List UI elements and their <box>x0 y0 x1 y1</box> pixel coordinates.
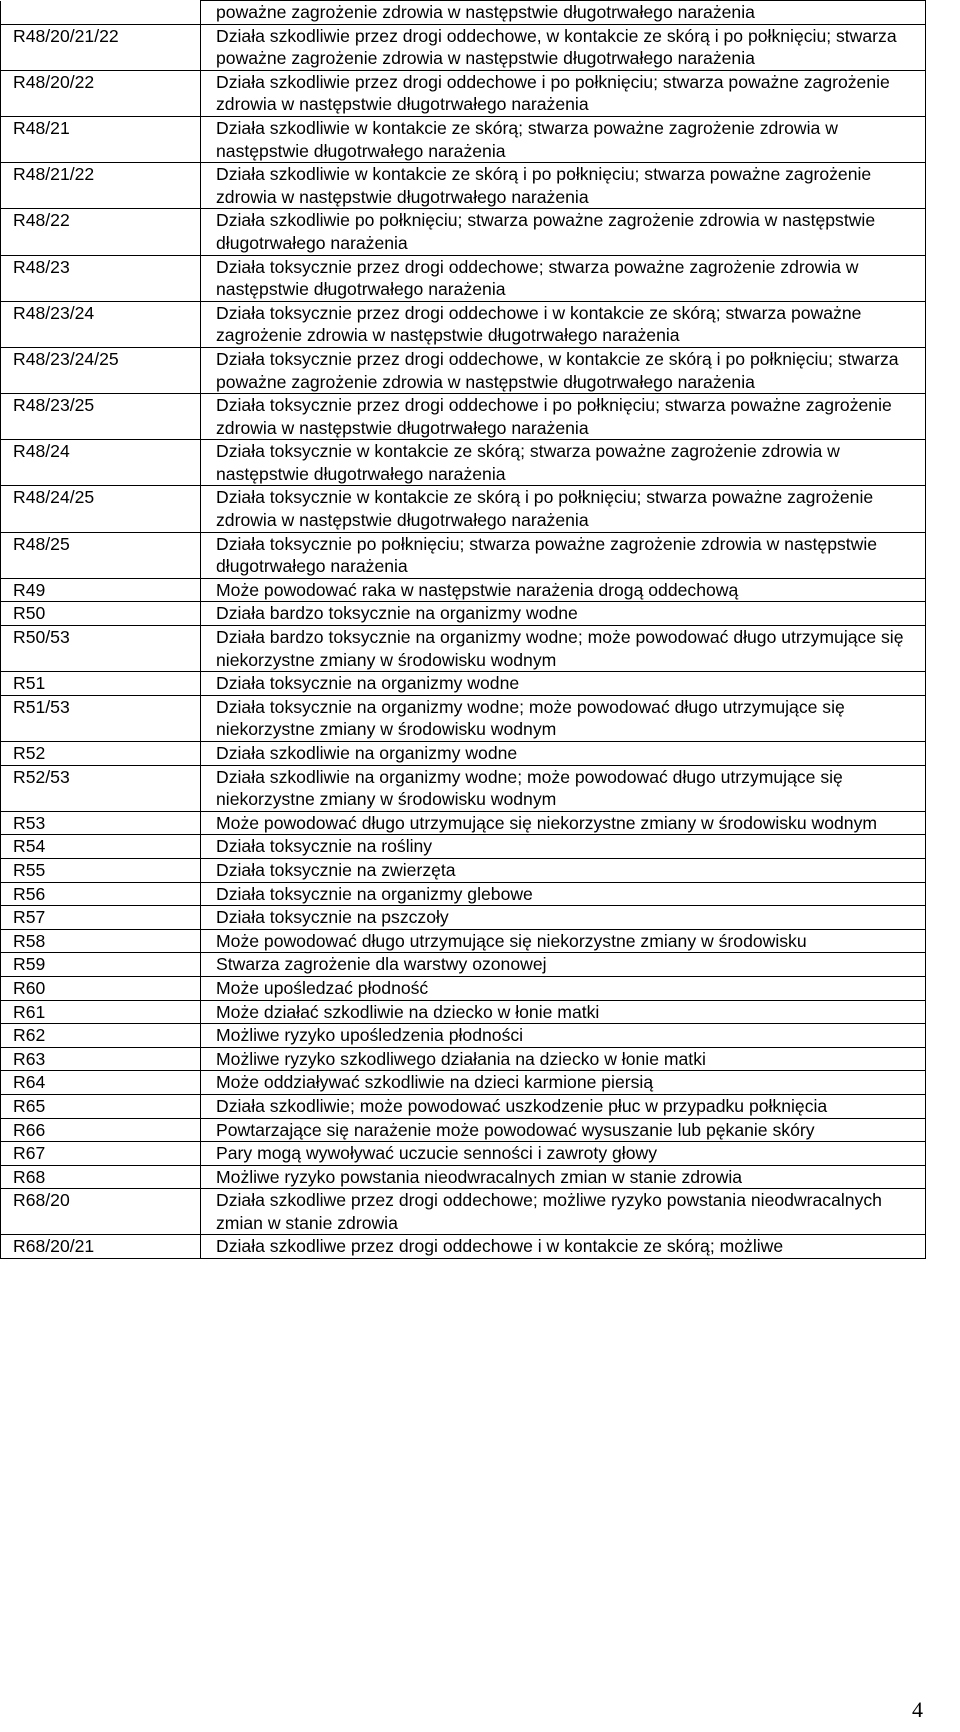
table-row <box>1 1142 926 1166</box>
risk-phrase-description: Działa toksycznie przez drogi oddechowe i w kontakcie ze skórą; stwarza poważne zagrożenie zdrowia w następstwie długotrwałego narażenia <box>201 301 926 347</box>
table-row <box>1 742 926 766</box>
risk-phrase-code: R48/23 <box>1 255 201 301</box>
table-row <box>1 929 926 953</box>
risk-phrase-description: poważne zagrożenie zdrowia w następstwie długotrwałego narażenia <box>201 1 926 25</box>
table-row <box>1 116 926 162</box>
risk-phrase-code: R66 <box>1 1118 201 1142</box>
risk-phrase-code: R54 <box>1 835 201 859</box>
risk-phrase-description: Działa toksycznie na organizmy glebowe <box>201 882 926 906</box>
risk-phrase-code: R58 <box>1 929 201 953</box>
risk-phrase-description: Działa toksycznie przez drogi oddechowe, w kontakcie ze skórą i po połknięciu; stwarza poważne zagrożenie zdrowia w następstwie długotrwałego narażenia <box>201 347 926 393</box>
risk-phrase-code: R56 <box>1 882 201 906</box>
table-row <box>1 70 926 116</box>
risk-phrase-description: Działa toksycznie w kontakcie ze skórą; stwarza poważne zagrożenie zdrowia w następstwie długotrwałego narażenia <box>201 440 926 486</box>
table-row <box>1 1165 926 1189</box>
table-row <box>1 672 926 696</box>
risk-phrase-description: Możliwe ryzyko powstania nieodwracalnych zmian w stanie zdrowia <box>201 1165 926 1189</box>
table-row <box>1 1118 926 1142</box>
risk-phrase-description: Działa szkodliwe przez drogi oddechowe; możliwe ryzyko powstania nieodwracalnych zmian w stanie zdrowia <box>201 1189 926 1235</box>
risk-phrase-code: R55 <box>1 858 201 882</box>
risk-phrase-description: Działa toksycznie na organizmy wodne <box>201 672 926 696</box>
risk-phrase-code: R68/20/21 <box>1 1235 201 1259</box>
risk-phrase-code: R50/53 <box>1 626 201 672</box>
risk-phrase-description: Może powodować raka w następstwie narażenia drogą oddechową <box>201 578 926 602</box>
risk-phrase-code: R63 <box>1 1047 201 1071</box>
risk-phrase-code: R48/21 <box>1 116 201 162</box>
risk-phrase-description: Działa toksycznie na zwierzęta <box>201 858 926 882</box>
risk-phrase-description: Może powodować długo utrzymujące się niekorzystne zmiany w środowisku <box>201 929 926 953</box>
risk-phrase-code: R57 <box>1 906 201 930</box>
table-row <box>1 1 926 25</box>
table-row <box>1 255 926 301</box>
risk-phrase-description: Pary mogą wywoływać uczucie senności i zawroty głowy <box>201 1142 926 1166</box>
risk-phrase-description: Działa szkodliwie przez drogi oddechowe, w kontakcie ze skórą i po połknięciu; stwarza poważne zagrożenie zdrowia w następstwie długotrwałego narażenia <box>201 24 926 70</box>
table-row <box>1 394 926 440</box>
risk-phrase-code: R48/24/25 <box>1 486 201 532</box>
risk-phrase-code: R48/21/22 <box>1 163 201 209</box>
risk-phrase-code: R62 <box>1 1024 201 1048</box>
table-row <box>1 882 926 906</box>
risk-phrase-code: R60 <box>1 976 201 1000</box>
risk-phrase-code: R68 <box>1 1165 201 1189</box>
risk-phrase-code: R48/23/24/25 <box>1 347 201 393</box>
table-row <box>1 1047 926 1071</box>
table-row <box>1 695 926 741</box>
risk-phrase-code <box>1 1 201 25</box>
risk-phrase-description: Działa szkodliwie; może powodować uszkodzenie płuc w przypadku połknięcia <box>201 1094 926 1118</box>
risk-phrase-description: Działa szkodliwe przez drogi oddechowe i w kontakcie ze skórą; możliwe <box>201 1235 926 1259</box>
risk-phrase-description: Działa toksycznie po połknięciu; stwarza poważne zagrożenie zdrowia w następstwie długotrwałego narażenia <box>201 532 926 578</box>
risk-phrase-code: R51/53 <box>1 695 201 741</box>
risk-phrase-code: R53 <box>1 811 201 835</box>
risk-phrase-code: R52 <box>1 742 201 766</box>
risk-phrase-code: R48/20/21/22 <box>1 24 201 70</box>
table-row <box>1 440 926 486</box>
risk-phrase-description: Działa toksycznie w kontakcie ze skórą i po połknięciu; stwarza poważne zagrożenie zdrowia w następstwie długotrwałego narażenia <box>201 486 926 532</box>
risk-phrase-code: R49 <box>1 578 201 602</box>
table-row <box>1 1000 926 1024</box>
risk-phrase-description: Może działać szkodliwie na dziecko w łonie matki <box>201 1000 926 1024</box>
risk-phrase-description: Może upośledzać płodność <box>201 976 926 1000</box>
table-row <box>1 953 926 977</box>
risk-phrase-description: Może powodować długo utrzymujące się niekorzystne zmiany w środowisku wodnym <box>201 811 926 835</box>
risk-phrase-code: R50 <box>1 602 201 626</box>
risk-phrase-description: Działa szkodliwie przez drogi oddechowe i po połknięciu; stwarza poważne zagrożenie zdrowia w następstwie długotrwałego narażenia <box>201 70 926 116</box>
table-row <box>1 1094 926 1118</box>
risk-phrases-table-body <box>1 1 926 1259</box>
risk-phrase-code: R65 <box>1 1094 201 1118</box>
table-row <box>1 163 926 209</box>
risk-phrase-description: Może oddziaływać szkodliwie na dzieci karmione piersią <box>201 1071 926 1095</box>
table-row <box>1 1235 926 1259</box>
table-row <box>1 626 926 672</box>
risk-phrase-description: Możliwe ryzyko szkodliwego działania na dziecko w łonie matki <box>201 1047 926 1071</box>
risk-phrase-description: Działa szkodliwie na organizmy wodne <box>201 742 926 766</box>
risk-phrase-code: R48/20/22 <box>1 70 201 116</box>
table-row <box>1 765 926 811</box>
table-row <box>1 858 926 882</box>
table-row <box>1 602 926 626</box>
table-row <box>1 835 926 859</box>
risk-phrase-description: Działa toksycznie na rośliny <box>201 835 926 859</box>
table-row <box>1 301 926 347</box>
table-row <box>1 1071 926 1095</box>
risk-phrase-code: R48/23/25 <box>1 394 201 440</box>
table-row <box>1 347 926 393</box>
risk-phrase-description: Działa toksycznie na pszczoły <box>201 906 926 930</box>
table-row <box>1 976 926 1000</box>
table-row <box>1 811 926 835</box>
risk-phrase-description: Działa bardzo toksycznie na organizmy wodne; może powodować długo utrzymujące się niekorzystne zmiany w środowisku wodnym <box>201 626 926 672</box>
risk-phrase-description: Stwarza zagrożenie dla warstwy ozonowej <box>201 953 926 977</box>
risk-phrase-description: Działa toksycznie na organizmy wodne; może powodować długo utrzymujące się niekorzystne zmiany w środowisku wodnym <box>201 695 926 741</box>
risk-phrase-code: R48/25 <box>1 532 201 578</box>
risk-phrase-code: R48/22 <box>1 209 201 255</box>
risk-phrase-code: R64 <box>1 1071 201 1095</box>
risk-phrase-description: Działa bardzo toksycznie na organizmy wodne <box>201 602 926 626</box>
risk-phrase-description: Działa toksycznie przez drogi oddechowe i po połknięciu; stwarza poważne zagrożenie zdrowia w następstwie długotrwałego narażenia <box>201 394 926 440</box>
risk-phrase-code: R61 <box>1 1000 201 1024</box>
risk-phrase-description: Działa szkodliwie w kontakcie ze skórą; stwarza poważne zagrożenie zdrowia w następstwie długotrwałego narażenia <box>201 116 926 162</box>
risk-phrase-description: Możliwe ryzyko upośledzenia płodności <box>201 1024 926 1048</box>
risk-phrase-code: R68/20 <box>1 1189 201 1235</box>
table-row <box>1 1024 926 1048</box>
risk-phrase-description: Działa szkodliwie po połknięciu; stwarza poważne zagrożenie zdrowia w następstwie długotrwałego narażenia <box>201 209 926 255</box>
risk-phrase-code: R52/53 <box>1 765 201 811</box>
table-row <box>1 209 926 255</box>
risk-phrase-code: R51 <box>1 672 201 696</box>
risk-phrase-code: R48/23/24 <box>1 301 201 347</box>
table-row <box>1 486 926 532</box>
table-row <box>1 1189 926 1235</box>
table-row <box>1 532 926 578</box>
risk-phrase-description: Działa szkodliwie w kontakcie ze skórą i po połknięciu; stwarza poważne zagrożenie zdrowia w następstwie długotrwałego narażenia <box>201 163 926 209</box>
risk-phrase-code: R59 <box>1 953 201 977</box>
risk-phrase-description: Działa toksycznie przez drogi oddechowe; stwarza poważne zagrożenie zdrowia w następstwie długotrwałego narażenia <box>201 255 926 301</box>
table-row <box>1 906 926 930</box>
page-number: 4 <box>912 1697 923 1722</box>
table-row <box>1 24 926 70</box>
risk-phrase-description: Działa szkodliwie na organizmy wodne; może powodować długo utrzymujące się niekorzystne zmiany w środowisku wodnym <box>201 765 926 811</box>
risk-phrase-code: R67 <box>1 1142 201 1166</box>
table-row <box>1 578 926 602</box>
risk-phrase-description: Powtarzające się narażenie może powodować wysuszanie lub pękanie skóry <box>201 1118 926 1142</box>
risk-phrase-code: R48/24 <box>1 440 201 486</box>
